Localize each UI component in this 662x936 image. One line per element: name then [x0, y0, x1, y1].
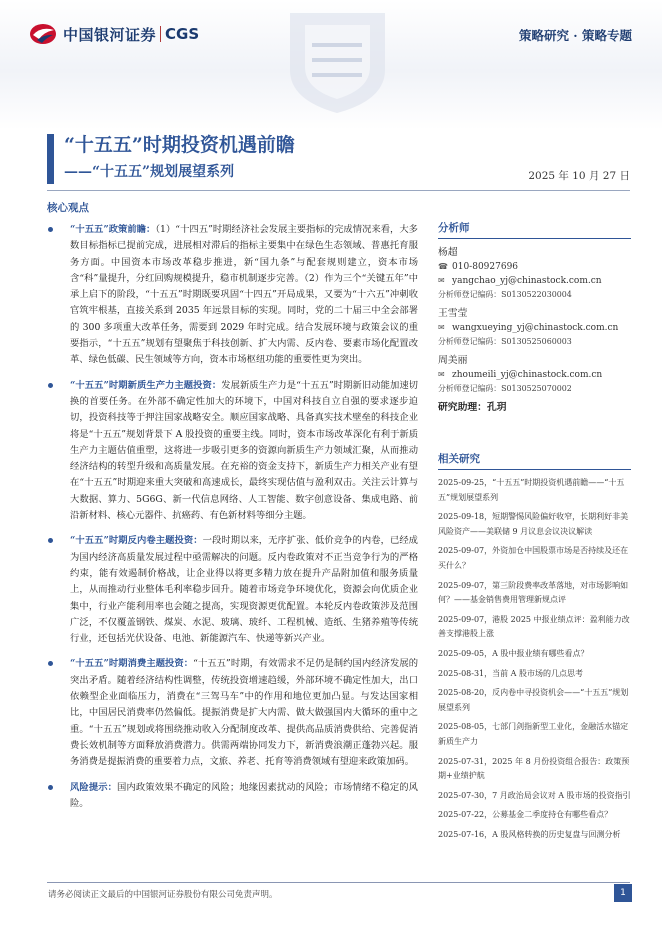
related-item[interactable]: 2025-09-07，外资加仓中国股票市场是否持续及还在买什么？ — [438, 546, 629, 570]
bullet-lead: “十五五”时期反内卷主题投资： — [70, 535, 203, 547]
footer-divider — [47, 882, 630, 883]
analyst-registration: 分析师登记编码：S0130525060003 — [438, 337, 572, 346]
related-item[interactable]: 2025-07-16，A 股风格转换的历史复盘与回测分析 — [438, 829, 621, 839]
bullet-text: （1）“十四五”时期经济社会发展主要指标的完成情况来看，大多数目标指标已提前完成，进展相对滞后的指标主要集中在绿色生态领域、普惠托育服务方面。中国资本市场改革稳步推进，新“国九条”与配套规则建立，资本市场含“科”量提升，分红回购规模提升，稳市机制逐步完善。（2）作为三个“关键五年”中承上启下的阶段，“十五五”时期既要巩固“十四五”开局成果，又要为“十六五”冲刺收官筑牢根基，直接关系到 2035 年远景目标的实现。同时，党的二十届三中全会部署的 300 多项重大改革任务，需要到 2029 年时完成。结合发展环境与政策会议的重要指示，“十五五”规划有望聚焦于科技创新、扩大内需、反内卷、要素市场化配置改革、绿色低碳、民生领域等方向，资本市场枢纽功能的重要性更为突出。 — [70, 224, 418, 366]
related-item[interactable]: 2025-09-25，“十五五”时期投资机遇前瞻——“十五五”规划展望系列 — [438, 478, 625, 502]
bullet-dot-icon — [48, 383, 53, 388]
bullet-text: 发展新质生产力是“十五五”时期新旧动能加速切换的首要任务。在外部不确定性加大的环境下，中国对科技自立自强的要求逐步迫切，投资科技等于押注国家战略安全。顺应国家战略、具备真实技术壁垒的科技企业将是“十五五”规划背景下 A 股投资的重要主线。同时，资本市场改革深化有利于新质生产力主题估值重塑，这将进一步吸引更多的资源向新质生产力领域汇聚，从而推动经济结构的转型升级和高质量发展。在充裕的资金支持下，新质生产力相关产业有望在“十五五”时期迎来重大突破和高速成长，最终实现估值与盈利双击。关注云计算与大数据、算力、5G6G、新一代信息网络、人工智能、数字创意设备、集成电路、前沿新材料、核心元器件、抗癌药、有色新材料等细分主题。 — [70, 379, 418, 522]
related-item[interactable]: 2025-09-05，A 股中报业绩有哪些看点？ — [438, 648, 589, 658]
analyst-email[interactable]: zhoumeili_yj@chinastock.com.cn — [452, 370, 603, 380]
bullet-anti-involution — [48, 533, 418, 647]
logo-chinese-text: 中国银河证券 — [63, 25, 157, 44]
sidebar — [438, 220, 631, 847]
related-item[interactable]: 2025-07-22，公募基金二季度持仓有哪些看点？ — [438, 810, 613, 820]
title-accent-bar — [47, 134, 54, 184]
report-title: “十五五”时期投资机遇前瞻 — [64, 134, 295, 156]
analyst-name: 周美丽 — [438, 355, 468, 366]
bullet-lead: “十五五”时期新质生产力主题投资： — [70, 379, 222, 391]
analyst-registration: 分析师登记编码：S0130522030004 — [438, 290, 572, 299]
bullet-text: 国内政策效果不确定的风险；地缘因素扰动的风险；市场情绪不稳定的风险。 — [70, 781, 418, 809]
analyst-registration: 分析师登记编码：S0130525070002 — [438, 384, 572, 393]
email-icon: ✉ — [438, 323, 445, 332]
phone-icon: ☎ — [438, 262, 448, 271]
bullet-text: “十五五”时期，有效需求不足仍是制约国内经济发展的突出矛盾。随着经济结构性调整，传统投资增速趋缓，外部环境不确定性加大，出口依赖型企业面临压力，消费在“三驾马车”中的作用和地位更加凸显。与发达国家相比，中国居民消费率仍然偏低。提振消费是扩大内需、做大做强国内大循环的重中之重。“十五五”规划或将围绕推动收入分配制度改革、提供高品质消费供给、完善促消费长效机制等方面释放消费潜力。供需两端协同发力下，新消费浪潮正蓬勃兴起。服务消费是提振消费的重要着力点，文旅、养老、托育等消费领域有望迎来政策加码。 — [70, 658, 418, 768]
analyst-email-row — [438, 321, 631, 335]
related-item[interactable]: 2025-08-31，当前 A 股市场的几点思考 — [438, 668, 583, 678]
email-icon: ✉ — [438, 370, 445, 379]
bullet-lead: 风险提示： — [70, 781, 118, 793]
bullet-dot-icon — [48, 785, 53, 790]
analyst-email-row — [438, 368, 631, 382]
related-item[interactable]: 2025-09-07，港股 2025 中报业绩点评：盈利能力改善支撑港股上涨 — [438, 614, 630, 639]
related-item[interactable]: 2025-08-05，七部门剑指新型工业化，金融活水锚定新质生产力 — [438, 722, 629, 746]
analyst-name: 杨超 — [438, 247, 458, 258]
bullet-dot-icon — [48, 227, 53, 232]
research-assistant: 研究助理：孔玥 — [438, 402, 507, 413]
analyst-phone-row — [438, 260, 631, 274]
divider — [47, 190, 630, 191]
footer-disclaimer: 请务必阅读正文最后的中国银河证券股份有限公司免责声明。 — [48, 890, 278, 900]
analysts-title: 分析师 — [438, 220, 631, 239]
decorative-shield-graphic — [250, 5, 415, 115]
bullet-risk-warning — [48, 780, 418, 813]
related-item[interactable]: 2025-09-18，短期警惕风险偏好收窄，长期利好非美风险资产——美联储 9 月议息会议决议解读 — [438, 512, 629, 536]
section-label-core-views: 核心观点 — [47, 202, 89, 214]
related-research-title: 相关研究 — [438, 451, 631, 470]
core-views-list — [48, 222, 418, 821]
analyst-email-row — [438, 274, 631, 288]
logo-swirl-icon — [28, 22, 58, 46]
bullet-new-productivity — [48, 378, 418, 525]
related-item[interactable]: 2025-07-31，2025 年 8 月份投资组合报告：政策预期+业绩护航 — [438, 756, 630, 781]
bullet-lead: “十五五”政策前瞻： — [70, 224, 156, 235]
related-research-list — [438, 476, 631, 842]
bullet-lead: “十五五”时期消费主题投资： — [70, 658, 194, 670]
report-date: 2025 年 10 月 27 日 — [528, 170, 630, 182]
analyst-email[interactable]: yangchao_yj@chinastock.com.cn — [452, 276, 602, 286]
page-number: 1 — [614, 884, 632, 902]
email-icon: ✉ — [438, 276, 445, 285]
logo-separator — [160, 26, 161, 42]
related-item[interactable]: 2025-09-07，第三阶段费率改革落地，对市场影响如何？——基金销售费用管理新规点评 — [438, 580, 629, 605]
report-subtitle: ——“十五五”规划展望系列 — [64, 164, 235, 180]
analyst-phone: 010-80927696 — [452, 262, 519, 272]
company-logo — [28, 22, 199, 46]
bullet-policy-outlook — [48, 222, 418, 369]
logo-english-text: CGS — [165, 25, 200, 43]
bullet-text: 一段时期以来，无序扩张、低价竞争的内卷，已经成为国内经济高质量发展过程中亟需解决的问题。反内卷政策对不正当竞争行为的严格约束，能有效遏制价格战，让企业得以将更多精力放在提升产品附加值和服务质量上，从而推动行业整体毛利率稳步回升。随着市场竞争环境优化，资源会向优质企业集中，行业产能利用率也会随之提高，实现资源更优配置。本轮反内卷政策涉及范围广泛，不仅覆盖钢铁、煤炭、水泥、玻璃、玻纤、工程机械、造纸、生猪养殖等传统行业，还包括光伏设备、电池、新能源汽车、快递等新兴产业。 — [70, 535, 418, 645]
analyst-name: 王雪莹 — [438, 308, 468, 319]
analyst-email[interactable]: wangxueying_yj@chinastock.com.cn — [452, 323, 619, 333]
related-item[interactable]: 2025-08-20，反内卷中寻投资机会——“十五五”规划展望系列 — [438, 688, 629, 712]
bullet-consumption — [48, 656, 418, 770]
bullet-dot-icon — [48, 538, 53, 543]
related-item[interactable]: 2025-07-30，7 月政治局会议对 A 股市场的投资指引 — [438, 790, 631, 800]
report-category: 策略研究 · 策略专题 — [518, 28, 632, 43]
header-band — [0, 0, 662, 130]
bullet-dot-icon — [48, 661, 53, 666]
